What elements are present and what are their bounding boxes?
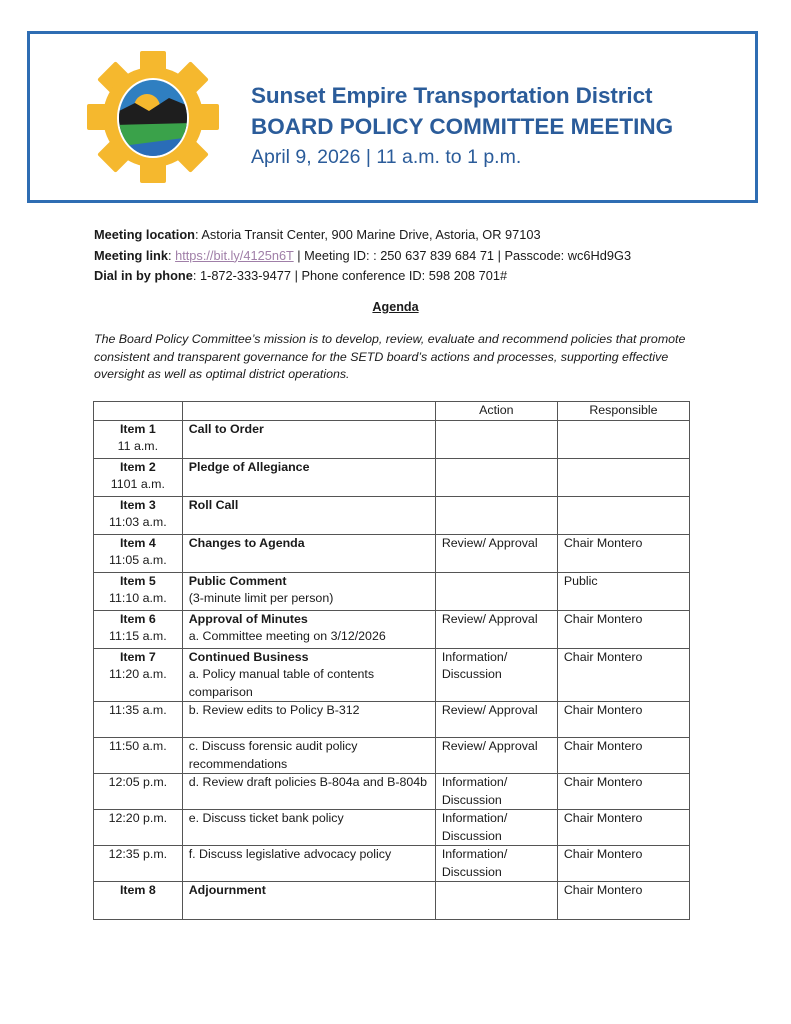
topic-title: Call to Order [188,421,264,436]
responsible-cell [557,496,689,534]
meeting-location-value: : Astoria Transit Center, 900 Marine Drive, Astoria, OR 97103 [194,227,541,242]
meeting-link[interactable]: https://bit.ly/4125n6T [175,247,294,263]
table-row [94,882,690,920]
topic-title: Continued Business [188,649,309,664]
item-cell [94,572,183,610]
action-cell: Review/ Approval [435,534,557,572]
item-number: Item 3 [119,497,156,512]
topic-title: Pledge of Allegiance [188,459,310,474]
column-header-item [94,402,183,421]
item-cell [94,882,183,920]
table-row [94,648,690,702]
item-cell [94,702,183,738]
table-row [94,420,690,458]
meeting-location-label: Meeting location [94,227,195,242]
action-cell: Information/ Discussion [435,774,557,810]
topic-cell [182,846,435,882]
mission-statement: The Board Policy Committee’s mission is to develop, review, evaluate and recommend policies that promote consistent and transparent governance for the SETD board’s actions and processes, supporting effective oversight as well as optimal district operations. [94,332,686,382]
dial-in-line [94,266,631,287]
item-number: Item 4 [119,535,156,550]
topic-cell [182,496,435,534]
column-header-action: Action [435,402,557,421]
topic-cell [182,882,435,920]
item-cell [94,496,183,534]
item-cell [94,534,183,572]
agenda-table [93,401,690,920]
item-number: Item 6 [119,611,156,626]
item-cell [94,846,183,882]
topic-cell [182,420,435,458]
item-time: 12:05 p.m. [108,775,168,789]
topic-cell [182,702,435,738]
topic-description: d. Review draft policies B-804a and B-804b [188,775,428,789]
item-number: Item 7 [119,649,156,664]
header-text [251,80,673,173]
item-time: 11:03 a.m. [109,515,167,529]
table-row [94,846,690,882]
item-cell [94,810,183,846]
responsible-cell: Chair Montero [557,610,689,648]
table-row [94,738,690,774]
responsible-cell: Chair Montero [557,882,689,920]
action-cell: Review/ Approval [435,738,557,774]
item-cell [94,774,183,810]
topic-description: b. Review edits to Policy B-312 [188,703,360,717]
responsible-cell: Chair Montero [557,846,689,882]
item-cell [94,648,183,702]
topic-cell [182,774,435,810]
topic-description: c. Discuss forensic audit policy recommendations [188,739,358,771]
topic-cell [182,810,435,846]
item-time: 11:10 a.m. [109,591,167,605]
table-row [94,496,690,534]
responsible-cell: Chair Montero [557,702,689,738]
item-number: Item 1 [119,421,156,436]
column-header-responsible: Responsible [557,402,689,421]
topic-description: f. Discuss legislative advocacy policy [188,847,392,861]
topic-cell [182,458,435,496]
item-time: 12:20 p.m. [108,811,168,825]
table-row [94,810,690,846]
item-number: Item 8 [119,883,156,897]
meeting-link-line [94,246,631,267]
item-time: 11:20 a.m. [109,667,167,681]
topic-cell [182,572,435,610]
item-cell [94,738,183,774]
item-time: 11 a.m. [117,439,159,453]
responsible-cell: Chair Montero [557,648,689,702]
item-cell [94,420,183,458]
topic-description: (3-minute limit per person) [188,591,334,605]
topic-cell [182,534,435,572]
action-cell: Information/ Discussion [435,846,557,882]
responsible-cell: Public [557,572,689,610]
topic-title: Roll Call [188,497,239,512]
organization-name: Sunset Empire Transportation District [251,83,653,108]
responsible-cell: Chair Montero [557,774,689,810]
responsible-cell: Chair Montero [557,534,689,572]
meeting-info [94,225,631,287]
responsible-cell: Chair Montero [557,738,689,774]
meeting-title: BOARD POLICY COMMITTEE MEETING [251,114,674,139]
topic-cell [182,648,435,702]
table-row [94,774,690,810]
meeting-id-passcode: | Meeting ID: : 250 637 839 684 71 | Passcode: wc6Hd9G3 [293,247,632,263]
item-time: 11:15 a.m. [109,629,167,643]
column-header-topic [182,402,435,421]
item-number: Item 5 [119,573,156,588]
action-cell [435,458,557,496]
topic-description: e. Discuss ticket bank policy [188,811,344,825]
header-banner [27,31,758,203]
topic-title: Public Comment [188,573,287,588]
item-cell [94,458,183,496]
action-cell [435,882,557,920]
topic-title: Changes to Agenda [188,535,305,550]
action-cell: Review/ Approval [435,610,557,648]
item-time: 11:35 a.m. [109,703,167,717]
action-cell [435,420,557,458]
meeting-date-time: April 9, 2026 | 11 a.m. to 1 p.m. [251,146,522,168]
item-time: 11:50 a.m. [109,739,167,753]
table-row [94,572,690,610]
action-cell [435,496,557,534]
gear-landscape-logo-icon [87,51,219,183]
dial-in-value: : 1-872-333-9477 | Phone conference ID: 598 208 701# [192,268,508,283]
meeting-location-line [94,225,631,246]
topic-cell [182,738,435,774]
meeting-link-label: Meeting link [94,247,168,263]
topic-description: a. Policy manual table of contents comparison [188,667,375,699]
table-row [94,610,690,648]
topic-cell [182,610,435,648]
item-time: 12:35 p.m. [108,847,168,861]
action-cell [435,572,557,610]
table-header-row [94,402,690,421]
item-time: 11:05 a.m. [109,553,167,567]
responsible-cell: Chair Montero [557,810,689,846]
action-cell: Information/ Discussion [435,810,557,846]
item-cell [94,610,183,648]
item-time: 1101 a.m. [110,477,165,491]
topic-title: Approval of Minutes [188,611,308,626]
responsible-cell [557,458,689,496]
dial-in-label: Dial in by phone [94,268,193,283]
responsible-cell [557,420,689,458]
item-number: Item 2 [119,459,156,474]
agenda-heading: Agenda [372,300,419,314]
topic-description: a. Committee meeting on 3/12/2026 [188,629,386,643]
table-row [94,458,690,496]
table-row [94,702,690,738]
topic-title: Adjournment [188,883,266,897]
action-cell: Information/ Discussion [435,648,557,702]
meeting-link-sep: : [167,247,176,263]
table-row [94,534,690,572]
action-cell: Review/ Approval [435,702,557,738]
